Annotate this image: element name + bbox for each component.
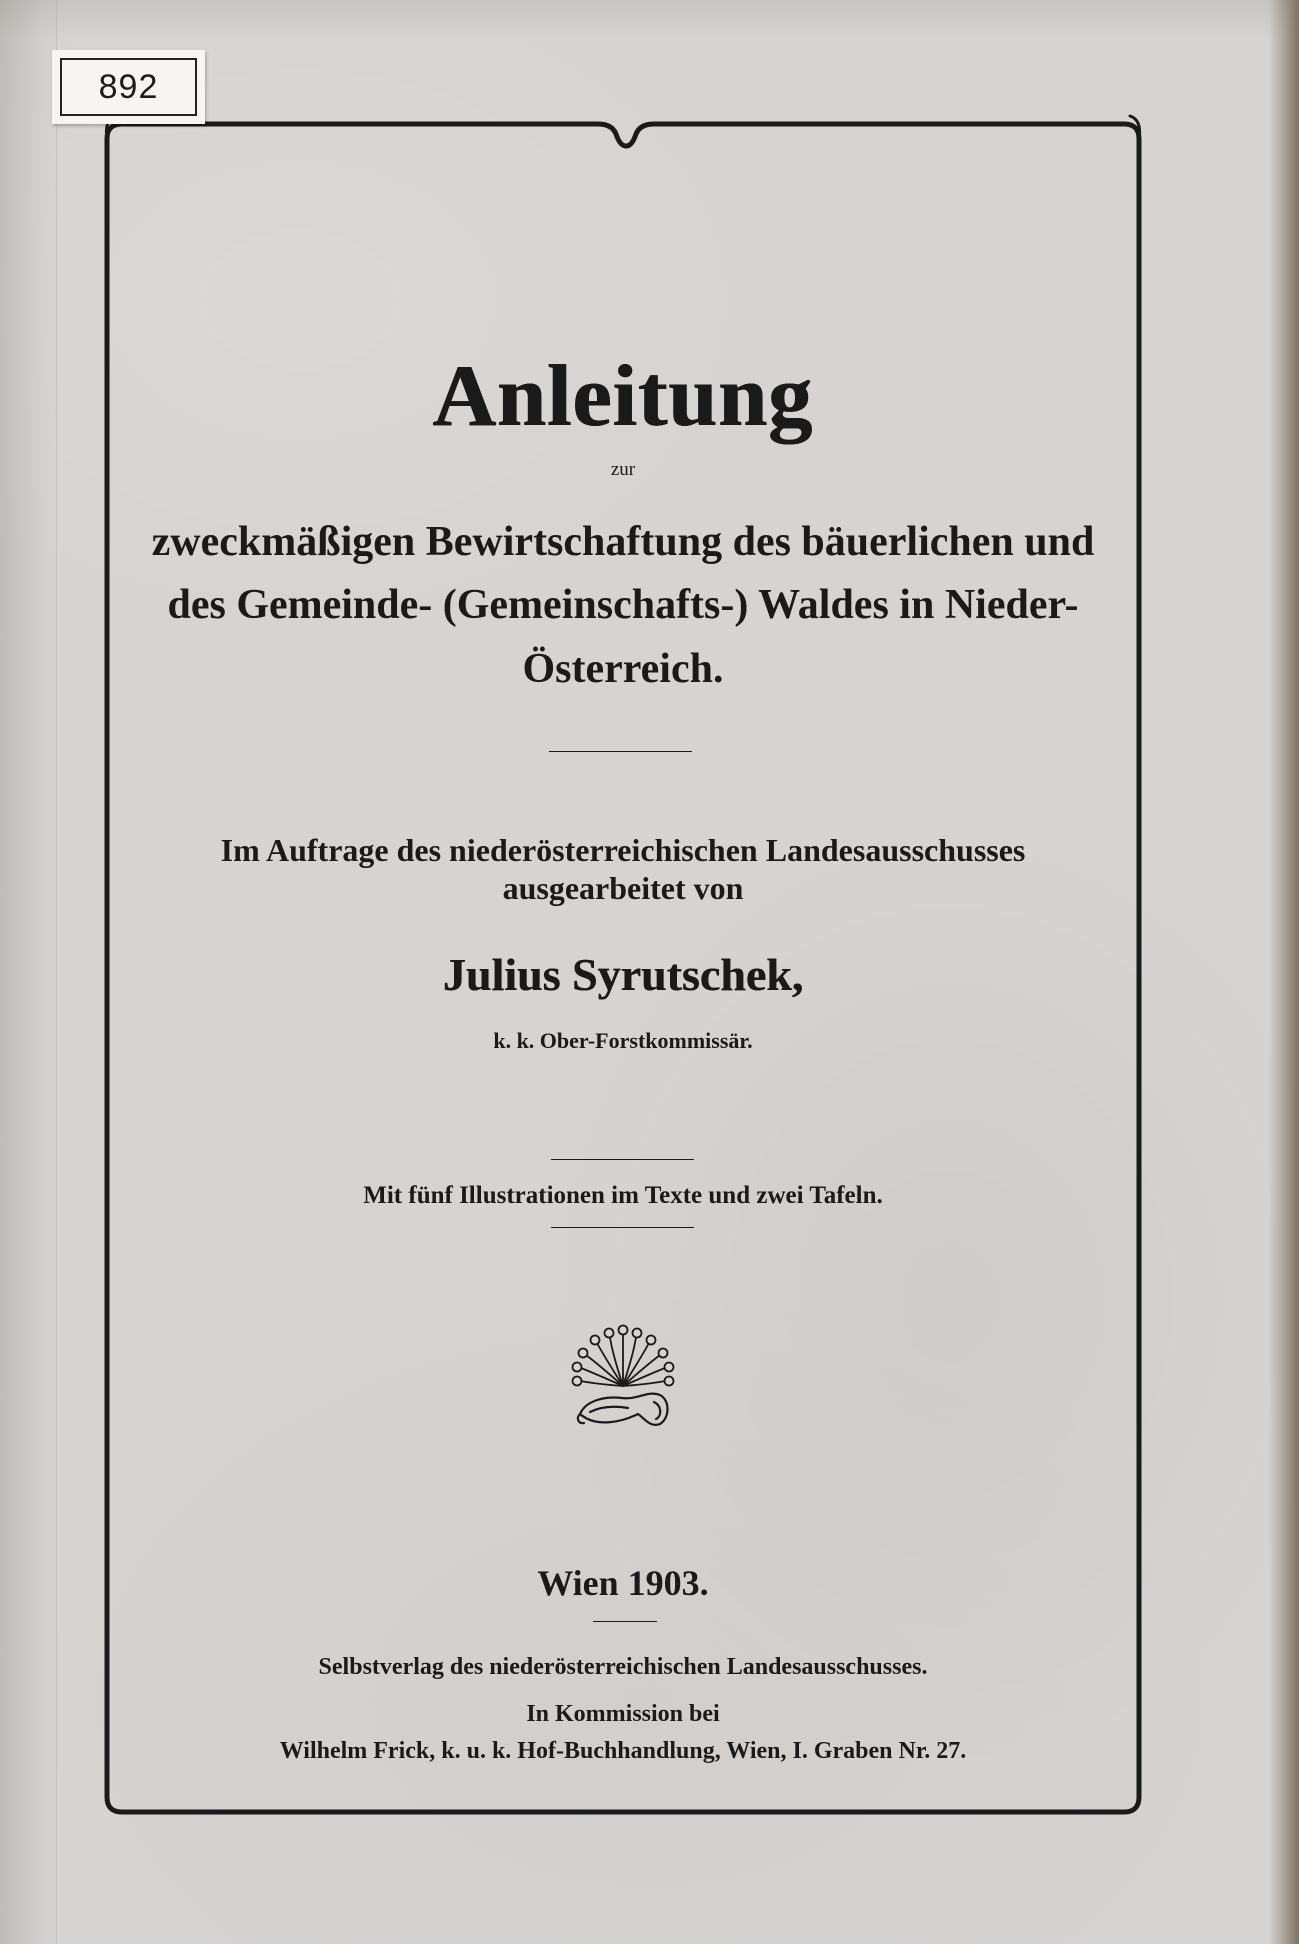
publisher: Selbstverlag des niederösterreichischen Landesausschusses. — [318, 1654, 928, 1680]
subtitle-line-1: zweckmäßigen Bewirtschaftung des bäuerlichen und — [151, 519, 1095, 565]
title: Anleitung — [432, 348, 814, 445]
commission-line-1: Im Auftrage des niederösterreichischen Landesausschusses — [220, 832, 1026, 868]
divider-rule — [551, 1159, 694, 1160]
subtitle-line-3: Österreich. — [522, 646, 724, 692]
library-call-number-label — [52, 50, 205, 124]
illustrations-note: Mit fünf Illustrationen im Texte und zwei Tafeln. — [363, 1182, 883, 1209]
subtitle-line-2: des Gemeinde- (Gemeinschafts-) Waldes in Nieder- — [167, 582, 1079, 628]
divider-rule — [549, 751, 692, 752]
printer-mark-horn — [578, 1394, 668, 1425]
distribution-intro: In Kommission bei — [526, 1701, 720, 1727]
call-number: 892 — [60, 58, 197, 116]
divider-rule-short — [593, 1621, 657, 1622]
divider-rule — [551, 1227, 694, 1228]
title-connector: zur — [610, 459, 636, 480]
commission-line-2: ausgearbeitet von — [502, 870, 744, 906]
author-name: Julius Syrutschek, — [442, 949, 804, 1000]
author-title: k. k. Ober-Forstkommissär. — [493, 1028, 753, 1053]
distributor: Wilhelm Frick, k. u. k. Hof-Buchhandlung, Wien, I. Graben Nr. 27. — [279, 1738, 967, 1764]
imprint-place-year: Wien 1903. — [537, 1563, 709, 1603]
printer-mark-icon — [566, 1322, 680, 1436]
